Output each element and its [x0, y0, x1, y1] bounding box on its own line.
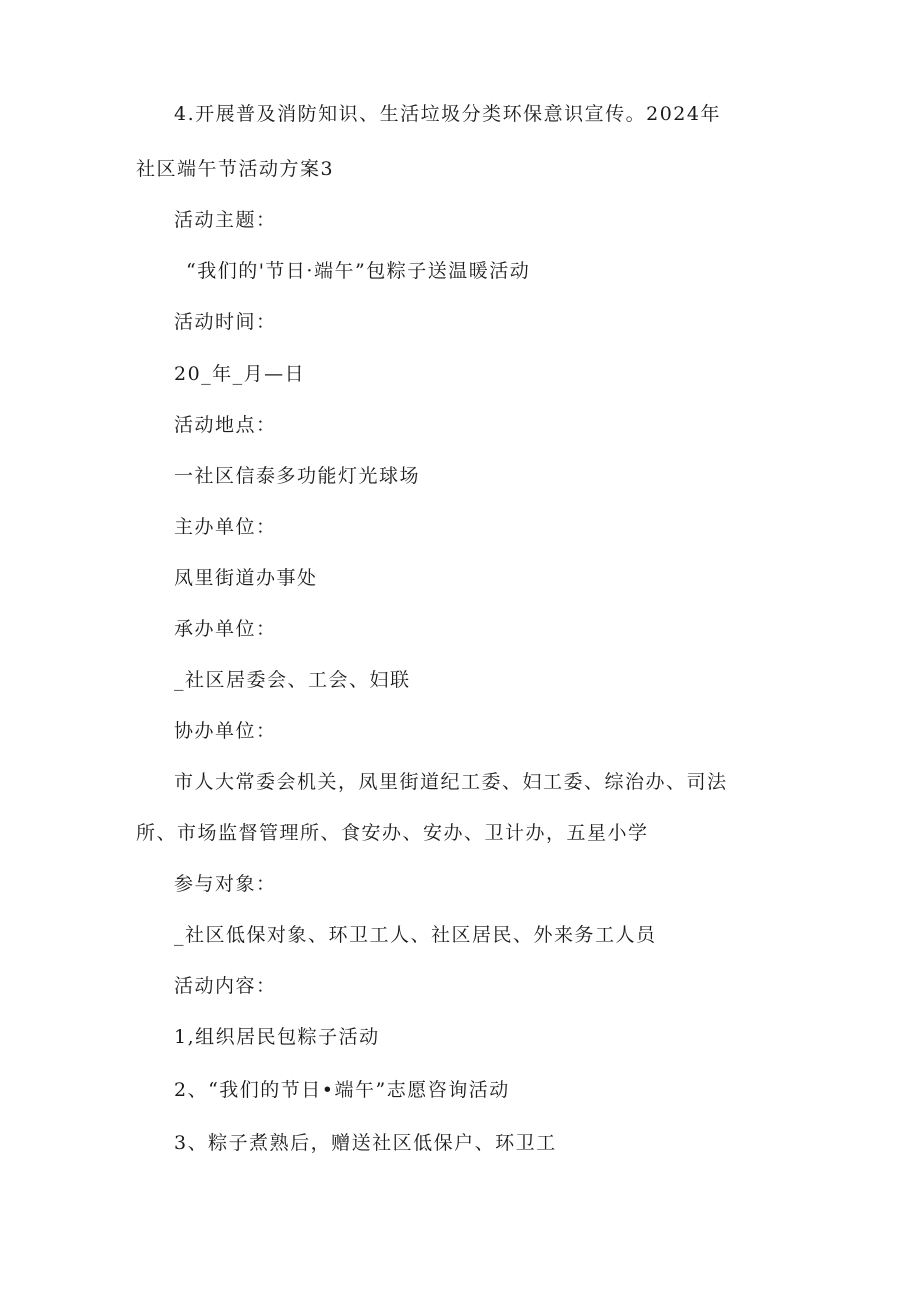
- paragraph-line-1: 4.开展普及消防知识、生活垃圾分类环保意识宣传。2024年: [174, 103, 721, 125]
- co-organizer-text-line-2: 所、市场监督管理所、食安办、安办、卫计办，五星小学: [136, 822, 649, 844]
- theme-text: “我们的'节日·端午”包粽子送温暖活动: [186, 260, 531, 282]
- participants-text: _社区低保对象、环卫工人、社区居民、外来务工人员: [174, 924, 657, 946]
- paragraph-line-2: 社区端午节活动方案3: [136, 158, 335, 180]
- content-item-1: 1,组织居民包粽子活动: [174, 1026, 380, 1048]
- organizer-text: _社区居委会、工会、妇联: [174, 669, 411, 691]
- location-text: 一社区信泰多功能灯光球场: [174, 465, 421, 487]
- content-heading: 活动内容：: [174, 975, 277, 997]
- location-heading: 活动地点：: [174, 414, 277, 436]
- co-organizer-heading: 协办单位：: [174, 720, 277, 742]
- content-item-2: 2、“我们的节日•端午”志愿咨询活动: [174, 1079, 510, 1101]
- host-heading: 主办单位：: [174, 516, 277, 538]
- time-text: 20_年_月—日: [174, 363, 306, 385]
- co-organizer-text-line-1: 市人大常委会机关，凤里街道纪工委、妇工委、综治办、司法: [174, 771, 728, 793]
- participants-heading: 参与对象：: [174, 873, 277, 895]
- theme-heading: 活动主题：: [174, 209, 277, 231]
- content-item-3: 3、粽子煮熟后，赠送社区低保户、环卫工: [174, 1132, 557, 1154]
- time-heading: 活动时间：: [174, 311, 277, 333]
- host-text: 凤里街道办事处: [174, 567, 318, 589]
- organizer-heading: 承办单位：: [174, 618, 277, 640]
